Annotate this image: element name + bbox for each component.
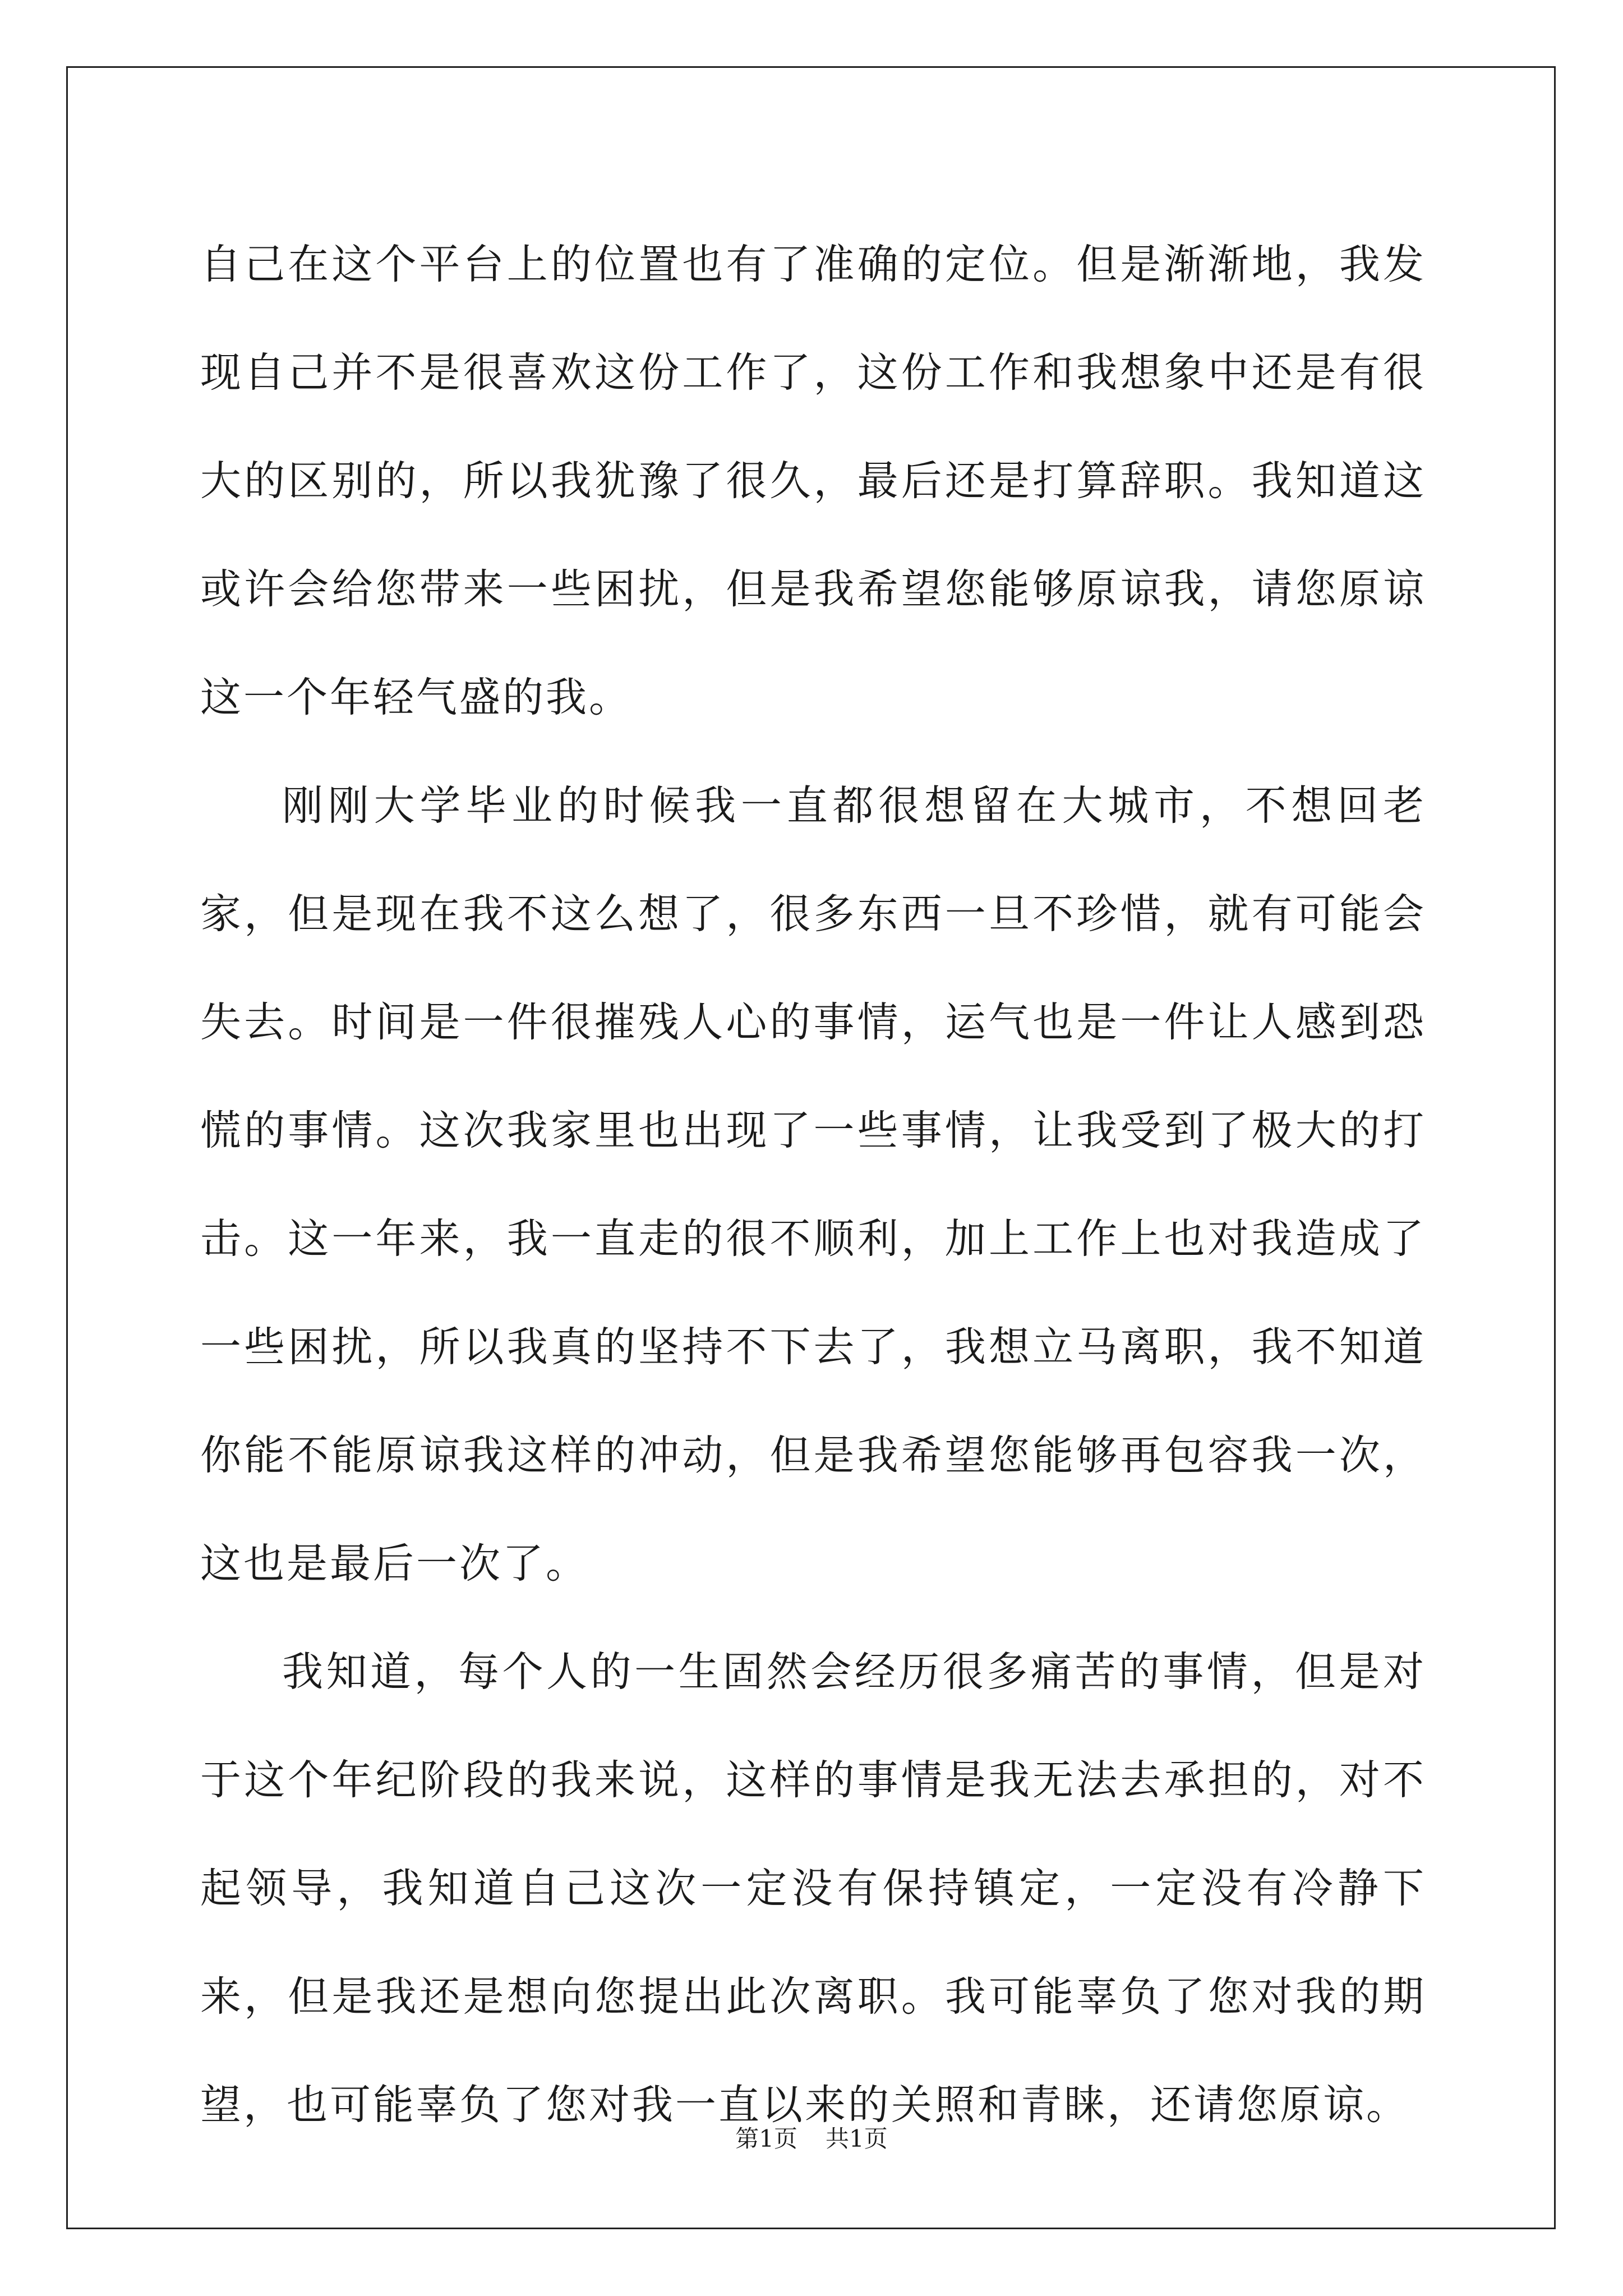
paragraph-3: 我知道，每个人的一生固然会经历很多痛苦的事情，但是对于这个年纪阶段的我来说，这样的事情是我无法去承担的，对不起领导，我知道自己这次一定没有保持镇定，一定没有冷静下来，但是我还是想向您提出此次离职。我可能辜负了您对我的期望，也可能辜负了您对我一直以来的关照和青睐，还请您原谅。 bbox=[200, 1648, 1426, 2129]
page-footer bbox=[0, 2120, 1623, 2154]
paragraph-2: 刚刚大学毕业的时候我一直都很想留在大城市，不想回老家，但是现在我不这么想了，很多东西一旦不珍惜，就有可能会失去。时间是一件很摧残人心的事情，运气也是一件让人感到恐慌的事情。这次我家里也出现了一些事情，让我受到了极大的打击。这一年来，我一直走的很不顺利，加上工作上也对我造成了一些困扰，所以我真的坚持不下去了，我想立马离职，我不知道你能不能原谅我这样的冲动，但是我希望您能够再包容我一次，这也是最后一次了。 bbox=[200, 782, 1426, 1588]
paragraph-1: 自己在这个平台上的位置也有了准确的定位。但是渐渐地，我发现自己并不是很喜欢这份工作了，这份工作和我想象中还是有很大的区别的，所以我犹豫了很久，最后还是打算辞职。我知道这或许会给您带来一些困扰，但是我希望您能够原谅我，请您原谅这一个年轻气盛的我。 bbox=[200, 241, 1426, 721]
page-total: 共1页 bbox=[826, 2125, 888, 2152]
document-body bbox=[200, 210, 1426, 2159]
page-number: 第1页 bbox=[735, 2125, 797, 2152]
